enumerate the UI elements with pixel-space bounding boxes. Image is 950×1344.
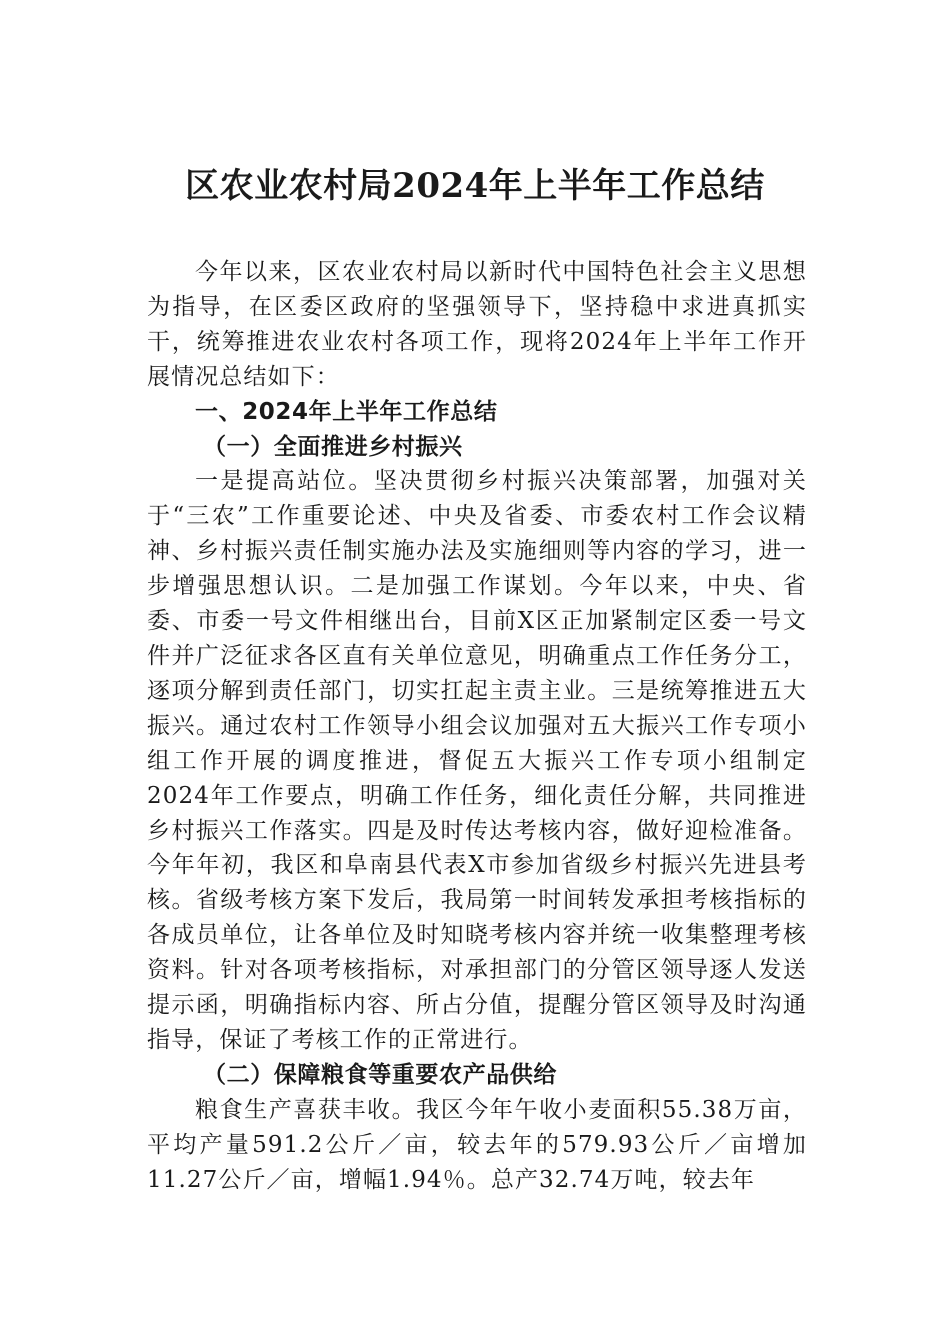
subsection-heading: （一）全面推进乡村振兴 xyxy=(203,432,463,460)
subsection-heading: （二）保障粮食等重要农产品供给 xyxy=(203,1060,557,1088)
body-paragraph: 一是提高站位。坚决贯彻乡村振兴决策部署，加强对关于“三农”工作重要论述、中央及省委、市委农村工作会议精神、乡村振兴责任制实施办法及实施细则等内容的学习，进一步增强思想认识。二是加强工作谋划。今年以来，中央、省委、市委一号文件相继出台，目前X区正加紧制定区委一号文件并广泛征求各区直有关单位意见，明确重点工作任务分工，逐项分解到责任部门，切实扛起主责主业。三是统筹推进五大振兴。通过农村工作领导小组会议加强对五大振兴工作专项小组工作开展的调度推进，督促五大振兴工作专项小组制定2024年工作要点，明确工作任务，细化责任分解，共同推进乡村振兴工作落实。四是及时传达考核内容，做好迎检准备。今年年初，我区和阜南县代表X市参加省级乡村振兴先进县考核。省级考核方案下发后，我局第一时间转发承担考核指标的各成员单位，让各单位及时知晓考核内容并统一收集整理考核资料。针对各项考核指标，对承担部门的分管区领导逐人发送提示函，明确指标内容、所占分值，提醒分管区领导及时沟通指导，保证了考核工作的正常进行。 xyxy=(147,468,807,1053)
document-title: 区农业农村局2024年上半年工作总结 xyxy=(185,166,765,206)
body-paragraph: 粮食生产喜获丰收。我区今年午收小麦面积55.38万亩，平均产量591.2公斤／亩，较去年的579.93公斤／亩增加11.27公斤／亩，增幅1.94％。总产32.74万吨，较去年 xyxy=(147,1096,807,1193)
intro-paragraph: 今年以来，区农业农村局以新时代中国特色社会主义思想为指导，在区委区政府的坚强领导下，坚持稳中求进真抓实干，统筹推进农业农村各项工作，现将2024年上半年工作开展情况总结如下： xyxy=(147,259,807,390)
section-heading: 一、2024年上半年工作总结 xyxy=(195,398,498,425)
document-body xyxy=(147,255,807,1197)
